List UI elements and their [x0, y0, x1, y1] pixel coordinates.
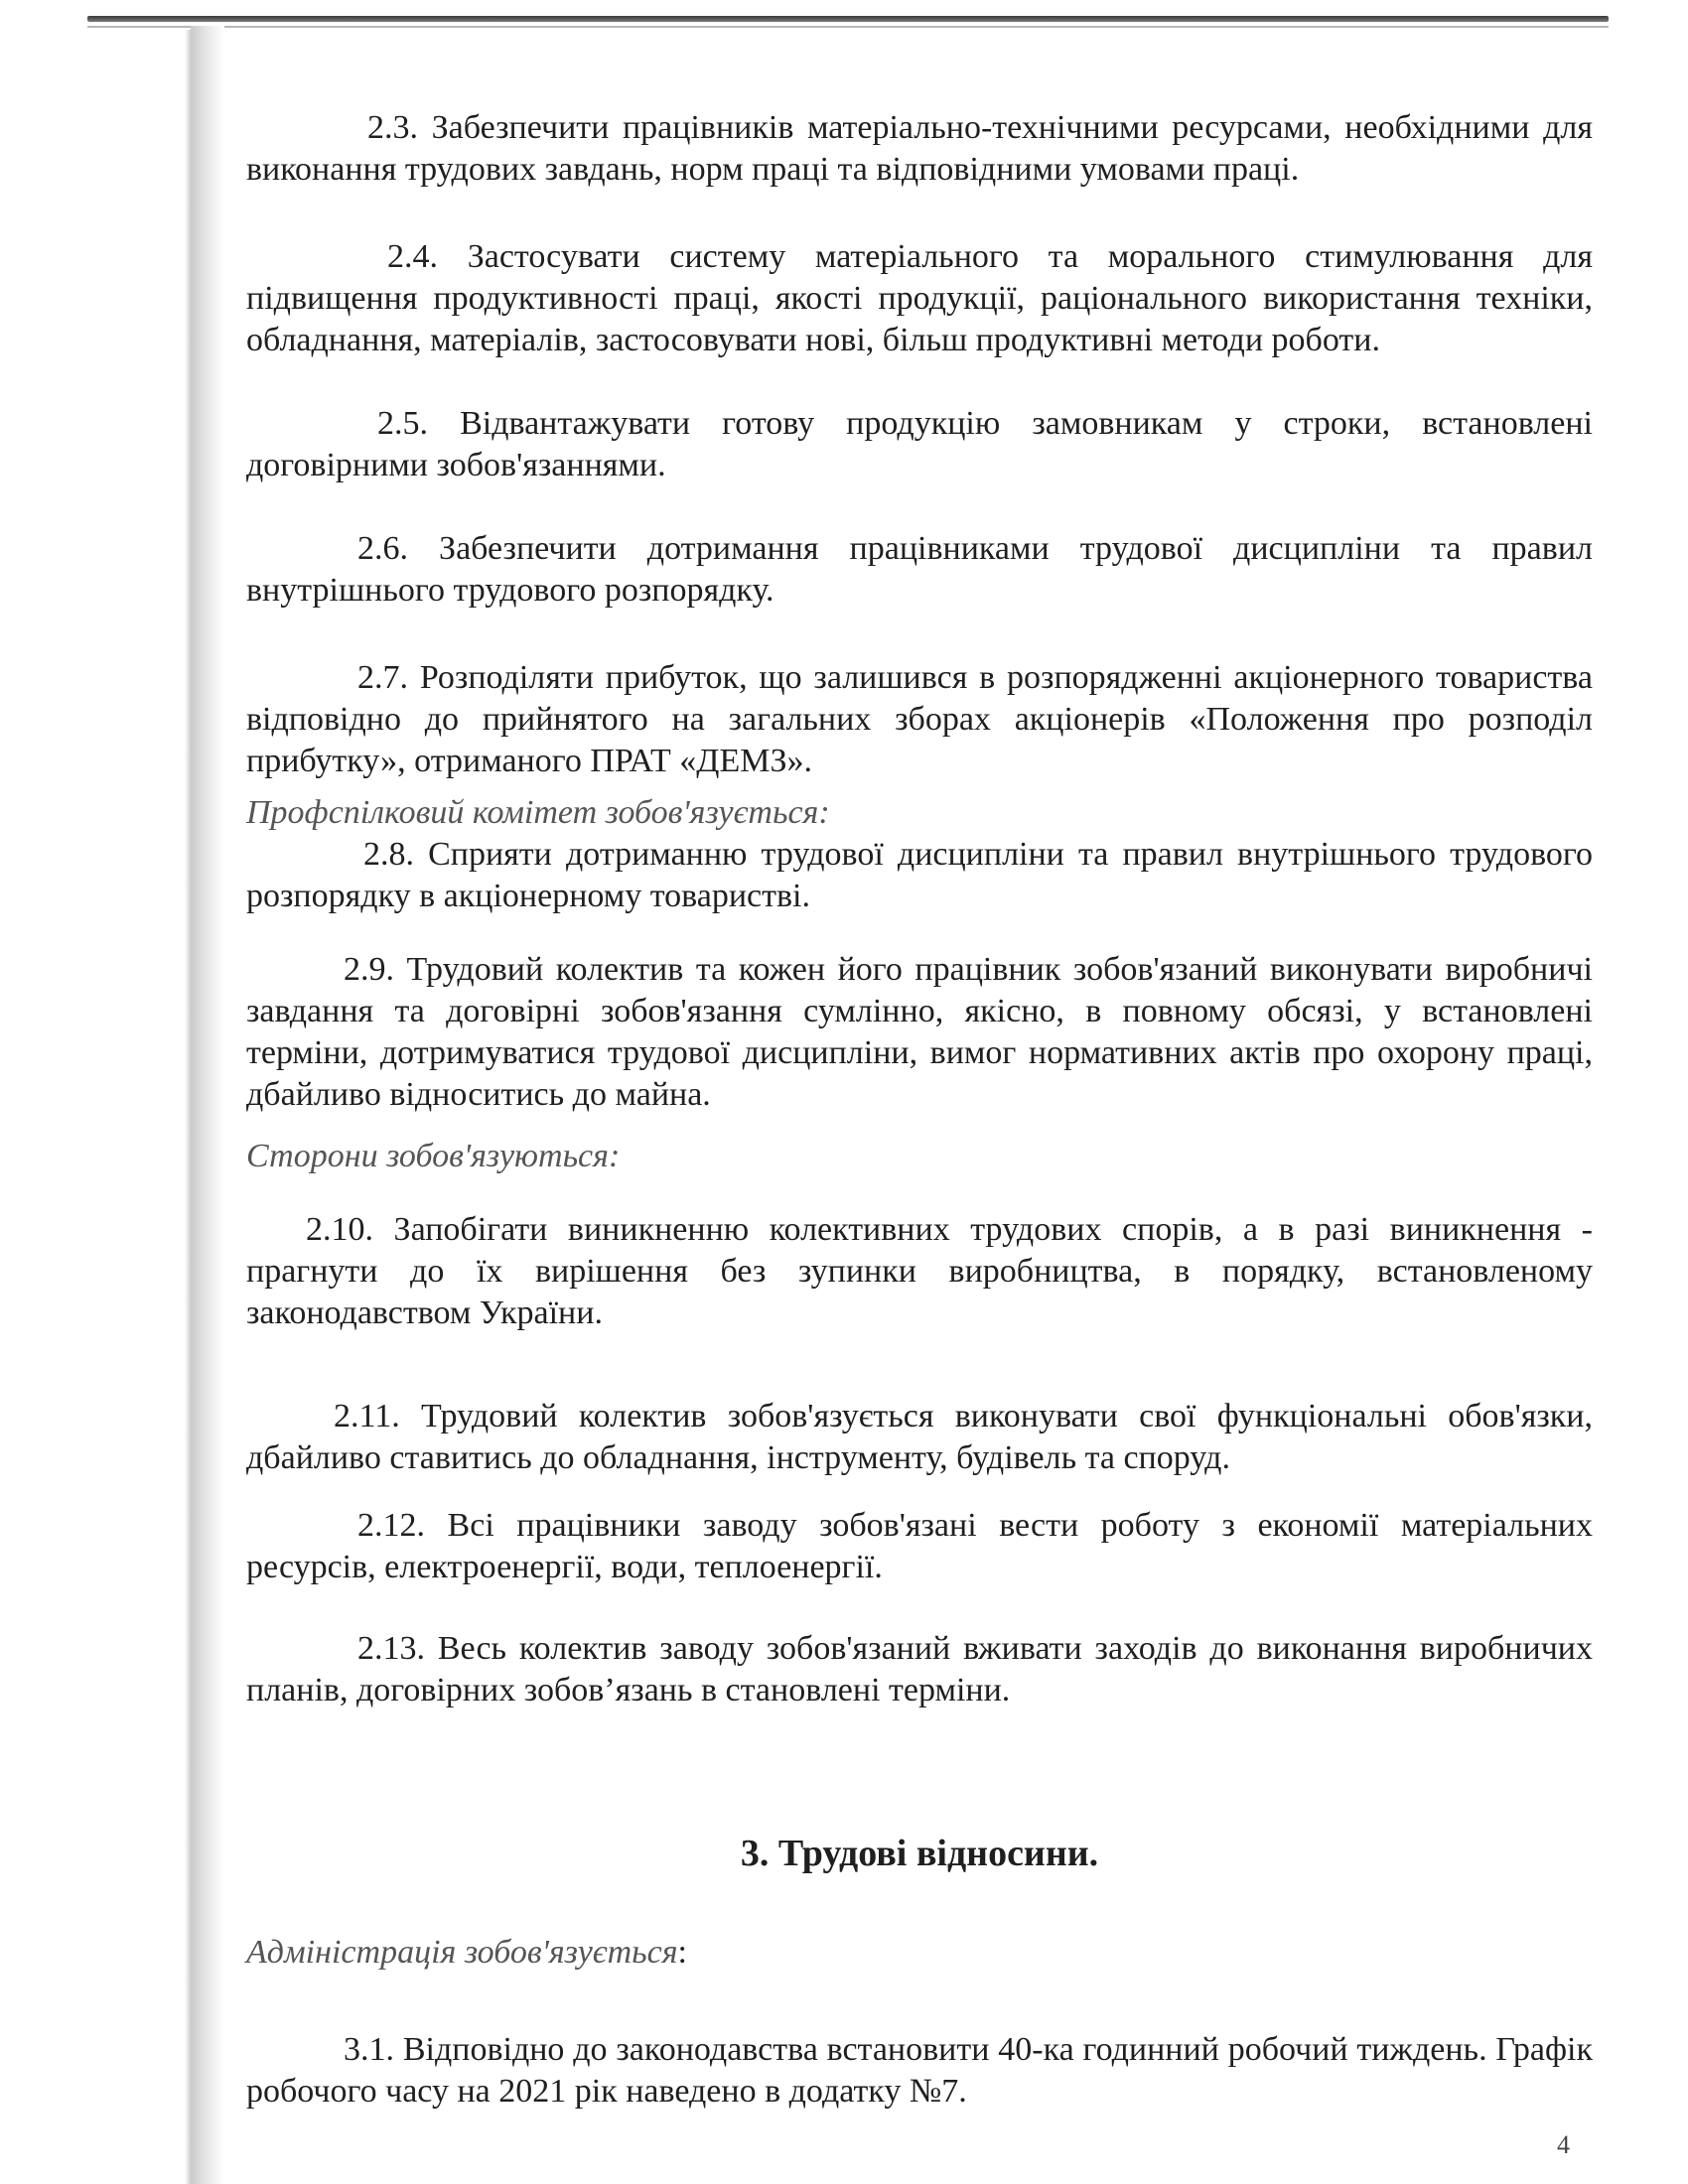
- paragraph-2-8: 2.8. Сприяти дотриманню трудової дисципліни та правил внутрішнього трудового розпорядку в акціонерному товаристві.: [246, 836, 1593, 914]
- paragraph-3-1: 3.1. Відповідно до законодавства встановити 40-ка годинний робочий тиждень. Графік робочого часу на 2021 рік наведено в додатку №7.: [246, 2031, 1593, 2110]
- section-3-heading: 3. Трудові відносини.: [740, 1833, 1099, 1874]
- paragraph-2-7: 2.7. Розподіляти прибуток, що залишився в розпорядженні акціонерного товариства відповідно до прийнятого на загальних зборах акціонерів «Положення про розподіл прибутку», отриманого ПРАТ «ДЕМЗ».: [246, 659, 1593, 779]
- paragraph-2-4: 2.4. Застосувати систему матеріального та морального стимулювання для підвищення продуктивності праці, якості продукції, раціонального використання техніки, обладнання, матеріалів, застосовувати нові, більш продуктивні методи роботи.: [246, 238, 1593, 358]
- label-parties: Сторони зобов'язуються:: [246, 1138, 621, 1174]
- paragraph-2-3: 2.3. Забезпечити працівників матеріально-технічними ресурсами, необхідними для виконання трудових завдань, норм праці та відповідними умовами праці.: [246, 109, 1593, 188]
- paragraph-2-5: 2.5. Відвантажувати готову продукцію замовникам у строки, встановлені договірними зобов'язаннями.: [246, 405, 1593, 483]
- paragraph-2-6: 2.6. Забезпечити дотримання працівниками трудової дисципліни та правил внутрішнього трудового розпорядку.: [246, 530, 1593, 609]
- scan-top-edge: [87, 16, 1609, 22]
- paragraph-2-11: 2.11. Трудовий колектив зобов'язується виконувати свої функціональні обов'язки, дбайливо ставитись до обладнання, інструменту, будівель та споруд.: [246, 1398, 1593, 1476]
- scan-top-edge-shadow: [87, 26, 1609, 28]
- paragraph-2-9: 2.9. Трудовий колектив та кожен його працівник зобов'язаний виконувати виробничі завдання та договірні зобов'язання сумлінно, якісно, в повному обсязі, у встановлені терміни, дотримуватися трудової дисципліни, вимог нормативних актів про охорону праці, дбайливо відноситись до майна.: [246, 951, 1593, 1113]
- label-administration: [246, 1932, 1593, 1974]
- document-page: [246, 107, 1593, 2113]
- paragraph-2-10: 2.10. Запобігати виникненню колективних трудових спорів, а в разі виникнення - прагнути до їх вирішення без зупинки виробництва, в порядку, встановленому законодавством України.: [246, 1211, 1593, 1331]
- label-administration-text: Адміністрація зобов'язується: [246, 1934, 678, 1971]
- paragraph-2-12: 2.12. Всі працівники заводу зобов'язані вести роботу з економії матеріальних ресурсів, електроенергії, води, теплоенергії.: [246, 1507, 1593, 1585]
- paragraph-2-13: 2.13. Весь колектив заводу зобов'язаний вживати заходів до виконання виробничих планів, договірних зобов’язань в становлені терміни.: [246, 1630, 1593, 1708]
- label-union-committee: Профспілковий комітет зобов'язується:: [246, 794, 830, 831]
- label-administration-colon: :: [677, 1934, 687, 1971]
- page-number: 4: [1557, 2130, 1570, 2159]
- scan-binding-shadow: [191, 26, 224, 2184]
